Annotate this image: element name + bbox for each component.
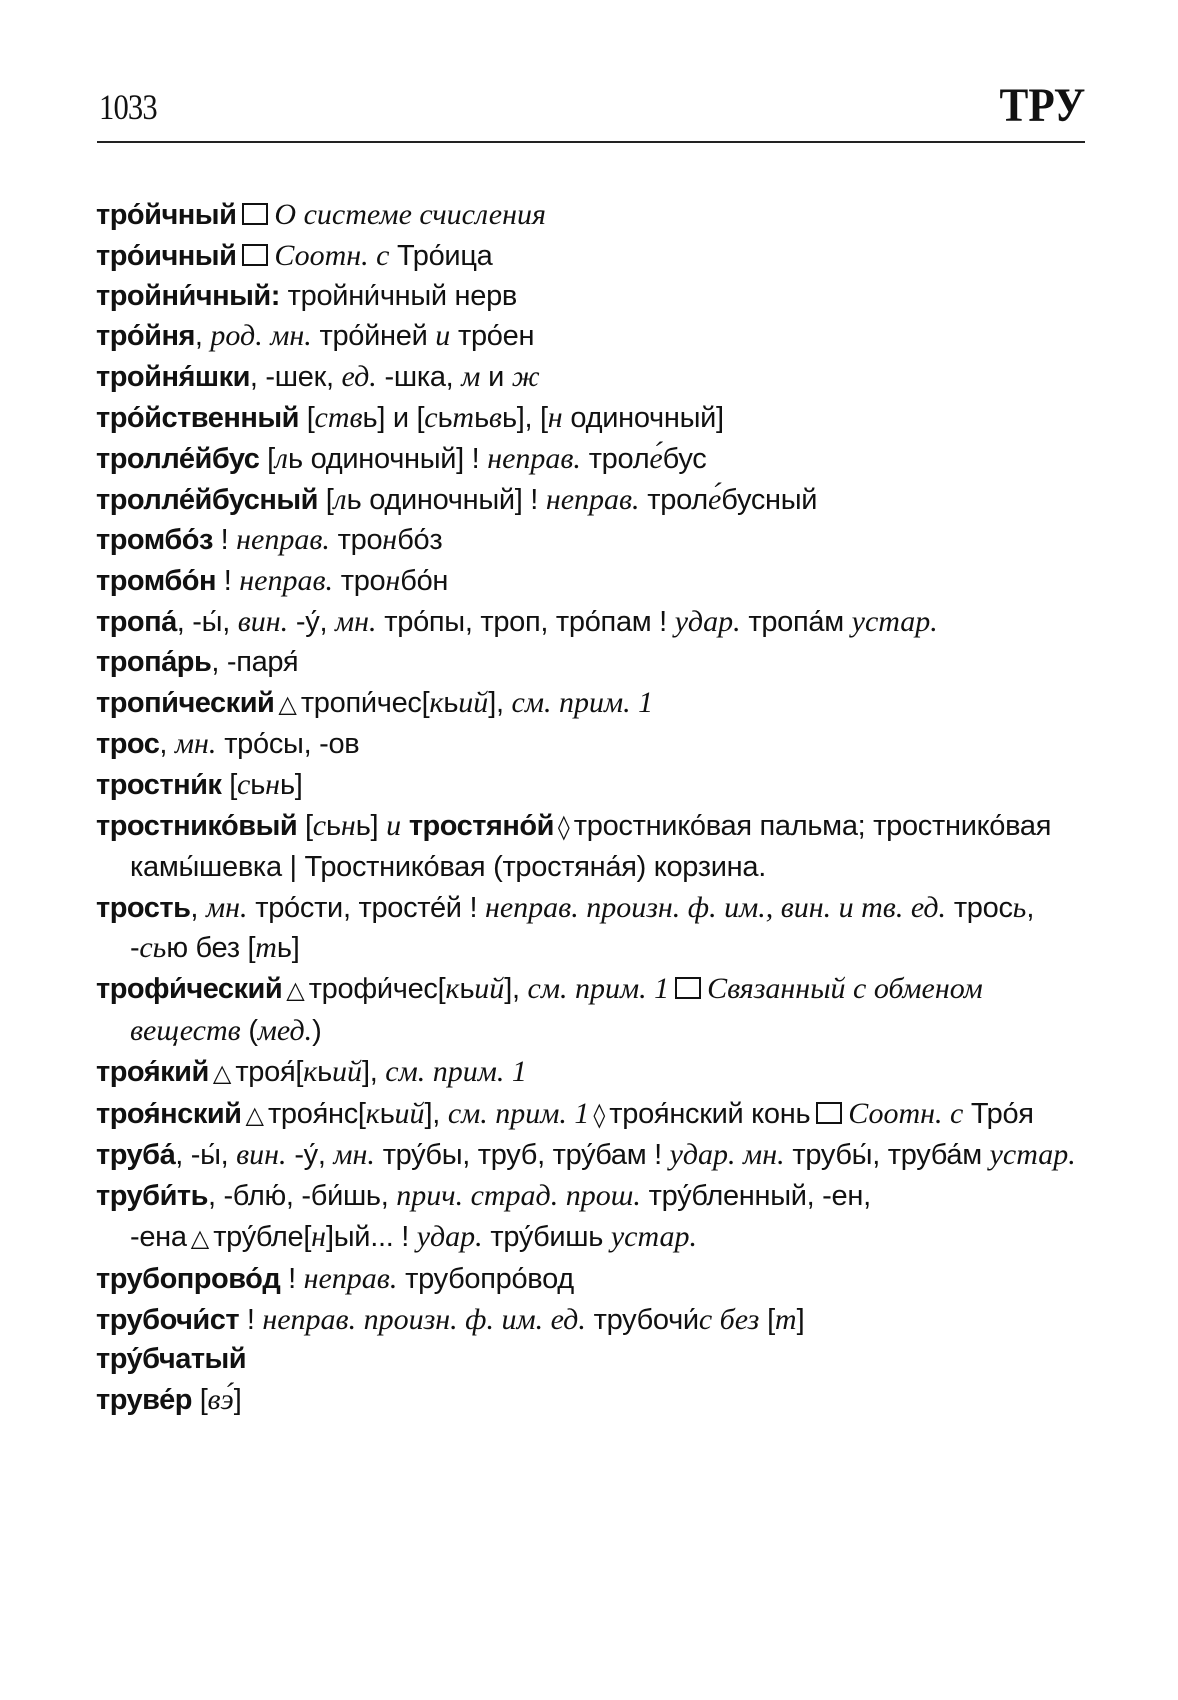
text: , -ы́, xyxy=(176,605,238,638)
italic-label: мед. xyxy=(257,1013,313,1047)
dictionary-entry xyxy=(96,398,1086,439)
definition-box-icon xyxy=(816,1102,842,1124)
italic-label: неправ. xyxy=(545,482,640,516)
text: ь xyxy=(250,769,266,802)
italic-label: мн. xyxy=(205,890,248,924)
italic-label: см. прим. 1 xyxy=(511,685,654,719)
text: одиночный] xyxy=(562,401,724,434)
text: ] xyxy=(233,1384,242,1417)
text: тро xyxy=(332,565,386,598)
italic-label: к xyxy=(429,685,444,719)
text: ь], [ xyxy=(501,401,548,434)
dictionary-entry xyxy=(96,724,1086,765)
header-divider xyxy=(97,141,1085,143)
text: и xyxy=(480,361,512,394)
italic-label: устар. xyxy=(989,1138,1076,1172)
text: [ xyxy=(297,809,313,842)
italic-label: к xyxy=(303,1054,318,1088)
italic-label: н xyxy=(311,1219,326,1253)
italic-label: удар. мн. xyxy=(669,1138,785,1172)
text: [ xyxy=(318,483,334,516)
italic-label: Соотн. с xyxy=(274,238,397,272)
triangle-icon: △ xyxy=(286,976,305,1005)
italic-label: удар. xyxy=(674,604,741,638)
dictionary-entry xyxy=(96,439,1086,480)
italic-label: неправ. xyxy=(239,564,333,598)
dictionary-entry xyxy=(96,236,1086,277)
dictionary-entry xyxy=(96,195,1086,236)
italic-label: ед. xyxy=(341,360,377,394)
italic-label: н xyxy=(265,768,280,802)
headword: тройни́чный: xyxy=(96,279,280,312)
text: бо́н xyxy=(400,565,449,598)
headword: тро́йственный xyxy=(96,401,299,434)
text: трубопро́вод xyxy=(397,1262,574,1295)
text: [ xyxy=(221,769,237,802)
text: -у́, xyxy=(288,605,335,638)
italic-label: см. прим. 1 xyxy=(527,972,670,1006)
text: тройни́чный нерв xyxy=(279,279,518,312)
dictionary-entry xyxy=(96,1340,1086,1380)
text: ], xyxy=(488,686,512,719)
text: бус xyxy=(662,442,707,475)
headword: тройня́шки xyxy=(96,361,250,394)
text: бо́з xyxy=(397,524,443,557)
text: Тро́я xyxy=(970,1097,1034,1130)
dictionary-entry xyxy=(96,480,1086,521)
headword: тро́ичный xyxy=(96,239,237,272)
italic-label: т xyxy=(255,931,277,965)
italic-label: устар. xyxy=(851,604,938,638)
italic-label: неправ. произн. ф. им., вин. и тв. ед. xyxy=(484,890,947,924)
italic-label: н xyxy=(382,523,398,557)
italic-label: Связанный с обменом веществ xyxy=(130,972,991,1047)
text: ь] и [ xyxy=(362,401,425,434)
dictionary-entry xyxy=(96,316,1086,357)
italic-label: мн. xyxy=(174,727,217,761)
text xyxy=(401,810,409,842)
text: ( xyxy=(240,1014,258,1047)
text: ] xyxy=(796,1303,805,1336)
text: троя́нс[ xyxy=(267,1097,366,1130)
dictionary-entry xyxy=(96,765,1086,806)
headword: тростнико́вый xyxy=(96,809,298,842)
italic-label: прич. страд. прош. xyxy=(396,1179,641,1213)
italic-label: ий xyxy=(394,1096,425,1130)
dictionary-entry xyxy=(96,1259,1086,1300)
headword: тролле́йбусный xyxy=(96,483,319,516)
headword: троя́кий xyxy=(96,1055,209,1088)
definition-box-icon xyxy=(242,244,268,266)
italic-label: см. прим. 1 xyxy=(385,1054,527,1088)
text: ю без [ xyxy=(166,932,256,965)
text: , - xyxy=(130,891,1042,965)
italic-label: л xyxy=(274,441,289,475)
definition-box-icon xyxy=(675,977,701,999)
text: тру́бле[ xyxy=(213,1220,312,1253)
italic-label: л xyxy=(333,482,347,516)
italic-label: и xyxy=(435,319,451,353)
triangle-icon: △ xyxy=(245,1100,264,1129)
headword: тропа́ xyxy=(96,605,177,638)
triangle-icon: △ xyxy=(212,1058,232,1087)
text: ь xyxy=(459,973,475,1006)
text: трол xyxy=(639,483,708,516)
headword: тромбо́з xyxy=(96,524,213,557)
text: трубы́, труба́м xyxy=(784,1139,990,1172)
italic-label: т xyxy=(774,1302,797,1336)
text: [ xyxy=(299,401,315,434)
headword: тропи́ческий xyxy=(96,686,275,719)
italic-label: мн. xyxy=(334,604,377,638)
text: ь] xyxy=(276,932,300,965)
italic-label: род. мн. xyxy=(210,319,312,353)
text: ], xyxy=(424,1097,448,1130)
italic-label: неправ. произн. ф. им. ед. xyxy=(262,1302,586,1336)
text: ь одиночный] ! xyxy=(346,483,546,516)
dictionary-entry xyxy=(96,1300,1086,1341)
text: [ xyxy=(259,442,275,475)
italic-label: вин. xyxy=(236,1138,287,1172)
text: тро́ен xyxy=(450,320,535,353)
dictionary-entry xyxy=(96,1094,1086,1136)
italic-label: неправ. xyxy=(487,441,581,475)
headword: троя́нский xyxy=(96,1097,242,1130)
dictionary-entry xyxy=(96,357,1086,398)
headword: тростни́к xyxy=(96,769,222,802)
text: ! xyxy=(280,1262,304,1295)
headword: трос xyxy=(96,728,160,761)
page-number: 1033 xyxy=(99,87,157,127)
text: ь xyxy=(379,1097,395,1130)
page-header xyxy=(95,78,1085,138)
headword: тро́йчный xyxy=(96,199,237,231)
text: ! xyxy=(239,1303,263,1336)
dictionary-entry xyxy=(96,277,1086,317)
headword: трость xyxy=(96,891,191,924)
dictionary-entry xyxy=(96,520,1086,561)
headword: труба́ xyxy=(96,1139,176,1172)
dictionary-entry xyxy=(96,1176,1086,1259)
text: , xyxy=(159,728,175,761)
headword: тропа́рь xyxy=(96,645,212,678)
text: ], xyxy=(361,1055,386,1088)
italic-label: мн. xyxy=(333,1138,375,1172)
headword: труве́р xyxy=(96,1384,192,1417)
italic-label: с xyxy=(424,400,438,434)
text: -у́, xyxy=(286,1139,334,1172)
variant-headword: тростяно́й xyxy=(408,809,554,842)
headword: трубопрово́д xyxy=(96,1262,281,1295)
text: тропа́м xyxy=(740,605,852,638)
headword: трофи́ческий xyxy=(96,973,283,1006)
running-head: ТРУ xyxy=(999,79,1085,132)
text: , xyxy=(194,320,211,353)
text: -шка, xyxy=(376,361,462,394)
text: ]ый... ! xyxy=(326,1220,417,1253)
italic-label: ий xyxy=(458,685,489,719)
dictionary-entry xyxy=(96,1380,1086,1421)
italic-label: с без xyxy=(698,1302,760,1336)
text: тро́сы, -ов xyxy=(216,728,360,761)
text: , -блю́, -би́шь, xyxy=(207,1180,397,1213)
headword: труби́ть xyxy=(96,1180,208,1213)
text: ! xyxy=(215,565,240,598)
dictionary-entry xyxy=(96,888,1086,970)
italic-label: неправ. xyxy=(236,523,330,557)
italic-label: ий xyxy=(474,972,505,1006)
italic-label: ств xyxy=(314,400,363,434)
text: Тро́ица xyxy=(396,239,493,272)
italic-label: удар. xyxy=(416,1219,483,1253)
definition-box-icon xyxy=(242,203,268,225)
text: [ xyxy=(759,1303,775,1336)
triangle-icon: △ xyxy=(190,1223,210,1252)
text: ь xyxy=(437,401,453,434)
italic-label: ь xyxy=(1012,890,1027,924)
diamond-icon: ◊ xyxy=(557,812,570,841)
text: ь xyxy=(317,1055,332,1088)
italic-label: е́ xyxy=(649,441,663,475)
italic-label: вин. xyxy=(237,604,289,638)
headword: тро́йня xyxy=(96,320,195,353)
headword: тролле́йбус xyxy=(96,442,260,475)
headword: тромбо́н xyxy=(96,565,216,598)
dictionary-entries xyxy=(96,195,1086,1421)
italic-label: м xyxy=(461,360,481,394)
dictionary-entry xyxy=(96,1052,1086,1094)
text: тро́йней xyxy=(311,320,436,353)
text: ! xyxy=(212,524,237,557)
italic-label: в xyxy=(488,400,502,434)
italic-label: е́ xyxy=(707,482,722,516)
text: ь xyxy=(474,401,489,434)
text: , -паря́ xyxy=(211,645,299,678)
italic-label: н xyxy=(340,808,356,842)
italic-label: н xyxy=(547,400,563,434)
text: ], xyxy=(504,973,528,1006)
italic-label: сь xyxy=(139,931,167,965)
italic-label: ж xyxy=(511,360,540,394)
text: тру́бы, труб, тру́бам ! xyxy=(374,1139,670,1172)
italic-label: с xyxy=(312,808,327,842)
text: тро́сти, тросте́й ! xyxy=(247,891,485,924)
italic-label: неправ. xyxy=(303,1261,398,1295)
dictionary-entry xyxy=(96,1135,1086,1176)
italic-label: т xyxy=(452,400,475,434)
dictionary-entry xyxy=(96,602,1086,643)
italic-label: к xyxy=(445,972,460,1006)
text: троя́[ xyxy=(235,1055,304,1088)
italic-label: ий xyxy=(331,1054,362,1088)
dictionary-entry xyxy=(96,643,1086,683)
italic-label: см. прим. 1 xyxy=(447,1096,590,1130)
text: троя́нский конь xyxy=(609,1097,811,1130)
text: трол xyxy=(580,442,650,475)
headword: тру́бчатый xyxy=(96,1343,247,1376)
text: тростнико́вая пальма; тростнико́вая камы́шевка | Тростнико́вая (тростяна́я) корзина. xyxy=(130,809,1059,883)
triangle-icon: △ xyxy=(278,689,297,718)
dictionary-entry xyxy=(96,806,1086,888)
italic-label: и xyxy=(386,808,402,842)
italic-label: О системе счисления xyxy=(274,198,546,231)
italic-label: н xyxy=(385,564,401,598)
text: ь одиночный] ! xyxy=(288,442,488,475)
text: тро xyxy=(329,524,383,557)
text: ь] xyxy=(280,769,303,802)
text: тру́бленный, -ен, -ена xyxy=(130,1180,879,1253)
headword: трубочи́ст xyxy=(96,1303,240,1336)
diamond-icon: ◊ xyxy=(593,1100,606,1129)
text: бусный xyxy=(721,483,818,516)
text: ь xyxy=(326,809,341,842)
text: ) xyxy=(312,1014,322,1047)
dictionary-entry xyxy=(96,969,1086,1052)
italic-label: вэ́ xyxy=(207,1383,234,1417)
dictionary-entry xyxy=(96,561,1086,602)
text: ь xyxy=(443,686,459,719)
text: , -шек, xyxy=(249,361,342,394)
text: трос xyxy=(946,891,1013,924)
dictionary-entry xyxy=(96,683,1086,725)
text: тру́бишь xyxy=(482,1220,611,1253)
text: , -ы́, xyxy=(175,1139,237,1172)
italic-label: Соотн. с xyxy=(848,1096,971,1130)
text: тро́пы, троп, тро́пам ! xyxy=(376,605,675,638)
italic-label: с xyxy=(236,768,251,802)
italic-label: к xyxy=(365,1096,380,1130)
text: тропи́чес[ xyxy=(300,686,430,719)
text: трубочи́ xyxy=(585,1303,699,1336)
text: , xyxy=(190,891,206,924)
text: трофи́чес[ xyxy=(308,973,446,1006)
text: [ xyxy=(191,1384,208,1417)
text: ь] xyxy=(355,809,387,842)
italic-label: устар. xyxy=(610,1219,698,1253)
